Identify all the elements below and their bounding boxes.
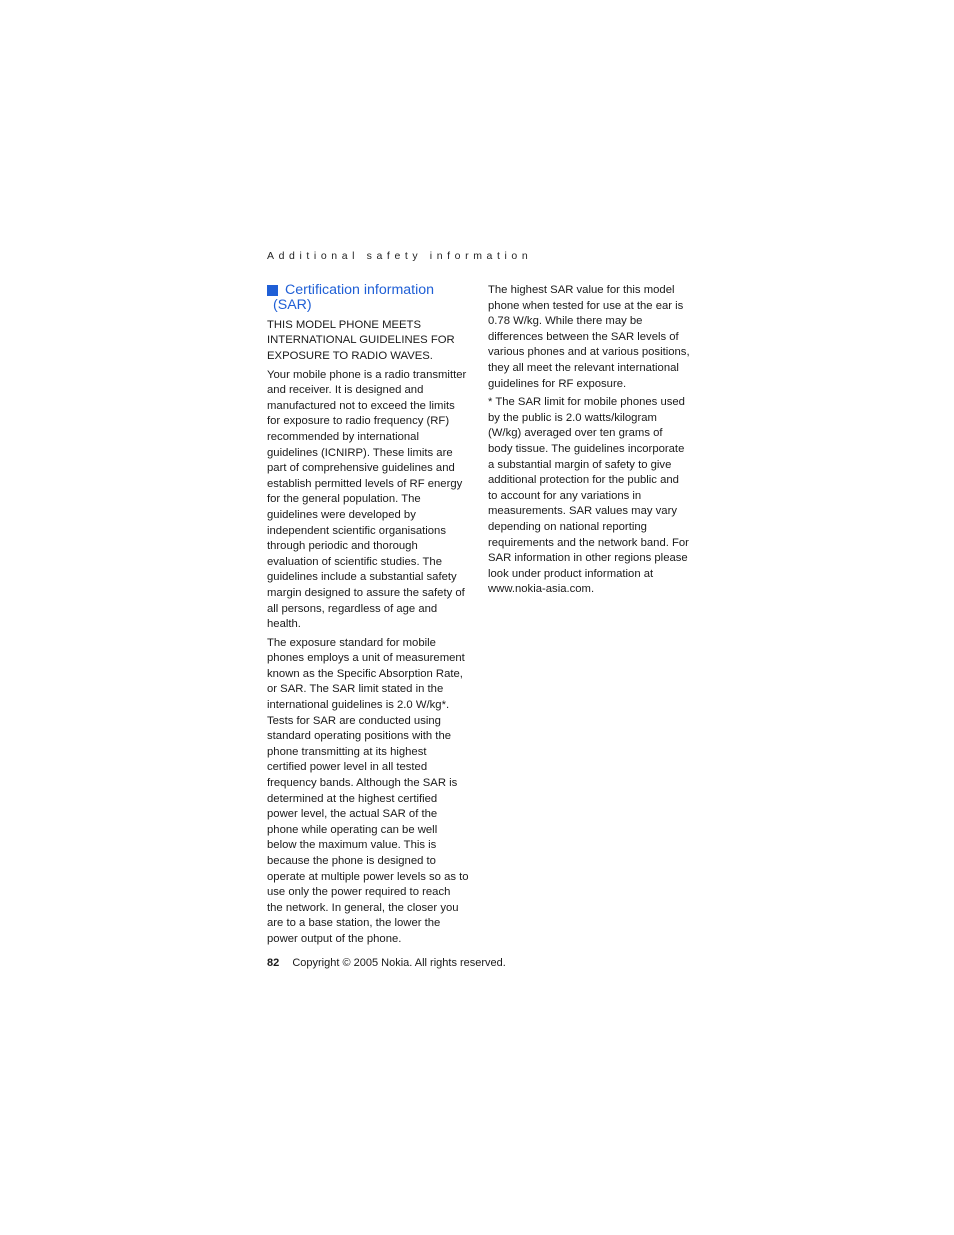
copyright-notice: Copyright © 2005 Nokia. All rights reserved. [292,957,506,969]
section-heading [267,283,469,314]
paragraph-sar-footnote: * The SAR limit for mobile phones used by the public is 2.0 watts/kilogram (W/kg) averaged over ten grams of body tissue. The guidelines incorporate a substantial margin of safety to give additional protection for the public and to account for any variations in measurements. SAR values may vary depending on national reporting requirements and the network band. For SAR information in other regions please look under product information at www.nokia-asia.com. [488,396,689,596]
paragraph-exposure-standard: The exposure standard for mobile phones employs a unit of measurement known as the Specific Absorption Rate, or SAR. The SAR limit stated in the international guidelines is 2.0 W/kg*. Tests for SAR are conducted using standard operating positions with the phone transmitting at its highest certified power level in all tested frequency bands. Although the SAR is determined at the highest certified power level, the actual SAR of the phone while operating can be well below the maximum value. This is because the phone is designed to operate at multiple power levels so as to use only the power required to reach the network. In general, the closer you are to a base station, the lower the power output of the phone. [267,636,469,945]
right-column [488,283,690,601]
page-number: 82 [267,957,280,969]
heading-bullet-icon [267,285,278,296]
running-header: Additional safety information [267,250,533,262]
intro-caps: THIS MODEL PHONE MEETS INTERNATIONAL GUIDELINES FOR EXPOSURE TO RADIO WAVES. [267,318,455,362]
section-title: Certification information (SAR) [273,282,435,314]
left-column [267,283,469,951]
page-footer [267,957,506,969]
paragraph-highest-sar: The highest SAR value for this model phone when tested for use at the ear is 0.78 W/kg. While there may be differences between the SAR levels of various phones and at various positions, they all meet the relevant international guidelines for RF exposure. [488,284,690,390]
paragraph-radio-transmitter: Your mobile phone is a radio transmitter and receiver. It is designed and manufactured not to exceed the limits for exposure to radio frequency (RF) recommended by international guidelines (ICNIRP). These limits are part of comprehensive guidelines and establish permitted levels of RF energy for the general population. The guidelines were developed by independent scientific organisations through periodic and thorough evaluation of scientific studies. The guidelines include a substantial safety margin designed to assure the safety of all persons, regardless of age and health. [267,368,467,631]
